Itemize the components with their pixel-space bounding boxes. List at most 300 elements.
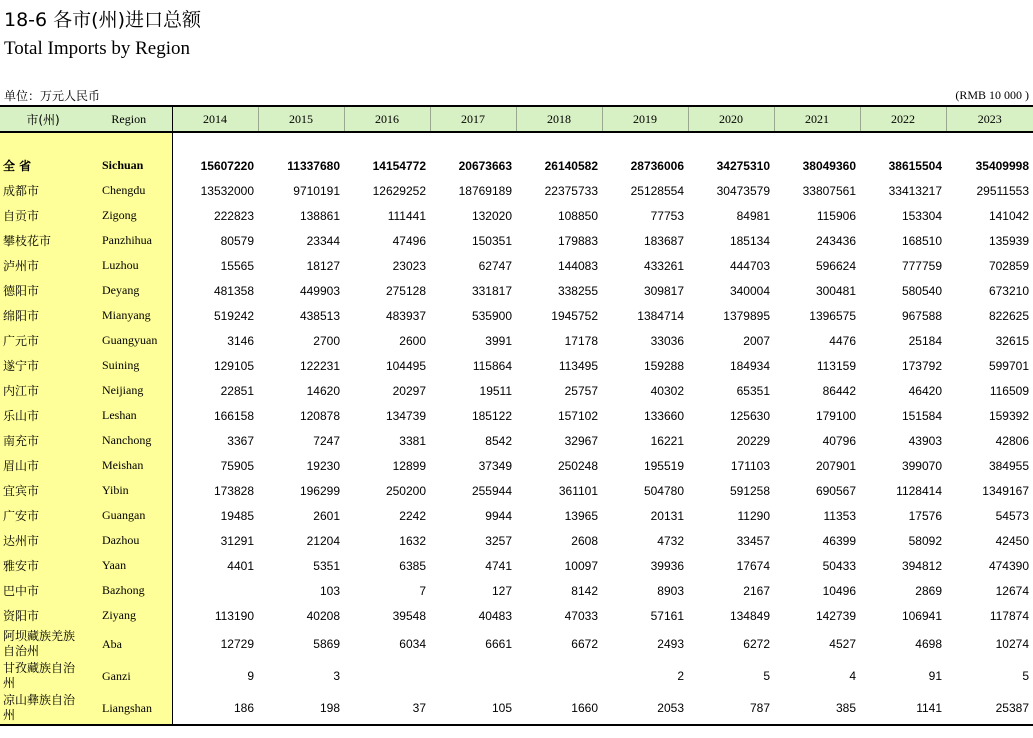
value-cell: 103 [319, 583, 340, 598]
region-name-english: Guangyuan [86, 328, 172, 353]
value-cell: 2700 [313, 333, 340, 348]
value-cell: 138861 [299, 208, 340, 223]
value-cell: 20229 [736, 433, 770, 448]
value-cell: 444703 [729, 258, 770, 273]
value-cell: 40796 [822, 433, 856, 448]
value-cell: 40208 [306, 608, 340, 623]
value-cell: 183687 [643, 233, 684, 248]
region-name-chinese: 泸州市 [0, 253, 86, 278]
value-cell: 8903 [657, 583, 684, 598]
table-row [0, 503, 1033, 528]
value-cell: 173828 [213, 483, 254, 498]
value-cell: 34275310 [716, 158, 770, 173]
value-cell: 37 [344, 692, 430, 725]
region-name-chinese: 眉山市 [0, 453, 86, 478]
value-cell: 300481 [815, 283, 856, 298]
value-cell: 31291 [220, 533, 254, 548]
value-cell: 535900 [471, 308, 512, 323]
table-title-chinese: 18-6 各市(州)进口总额 [4, 9, 201, 31]
value-cell: 132020 [471, 208, 512, 223]
value-cell: 75905 [220, 458, 254, 473]
value-cell: 46420 [908, 383, 942, 398]
region-name-english: Nanchong [86, 428, 172, 453]
value-cell: 1128414 [896, 483, 942, 498]
value-cell: 21204 [306, 533, 340, 548]
value-cell: 62747 [478, 258, 512, 273]
value-cell: 30473579 [716, 183, 770, 198]
value-cell: 33413217 [888, 183, 942, 198]
value-cell: 2601 [313, 508, 340, 523]
value-cell: 361101 [558, 483, 598, 498]
value-cell: 14154772 [372, 158, 426, 173]
table-row [0, 328, 1033, 353]
value-cell: 20673663 [458, 158, 512, 173]
table-row [0, 403, 1033, 428]
table-row [0, 228, 1033, 253]
header-year: 2017 [430, 106, 516, 132]
table-row [0, 428, 1033, 453]
value-cell: 438513 [299, 308, 340, 323]
value-cell: 173792 [901, 358, 942, 373]
value-cell: 9944 [485, 508, 512, 523]
table-row [0, 253, 1033, 278]
table-row [0, 603, 1033, 628]
region-name-chinese: 甘孜藏族自治州 [0, 660, 86, 692]
region-name-chinese: 全 省 [0, 153, 86, 178]
value-cell: 2 [677, 669, 684, 683]
value-cell: 19230 [306, 458, 340, 473]
value-cell: 207901 [815, 458, 856, 473]
value-cell: 12674 [995, 583, 1029, 598]
value-cell: 690567 [815, 483, 856, 498]
value-cell: 77753 [650, 208, 684, 223]
region-name-chinese: 德阳市 [0, 278, 86, 303]
value-cell: 23344 [306, 233, 340, 248]
value-cell: 474390 [988, 558, 1029, 573]
value-cell: 449903 [299, 283, 340, 298]
value-cell: 133660 [643, 408, 684, 423]
value-cell: 6034 [399, 637, 426, 651]
value-cell: 7 [419, 583, 426, 598]
value-cell: 115864 [472, 358, 512, 373]
value-cell: 166158 [213, 408, 254, 423]
value-cell: 12629252 [372, 183, 426, 198]
value-cell: 8142 [571, 583, 598, 598]
value-cell: 32615 [995, 333, 1029, 348]
value-cell: 186 [172, 692, 258, 725]
value-cell: 2167 [743, 583, 770, 598]
value-cell: 1141 [860, 692, 946, 725]
value-cell: 113190 [214, 608, 254, 623]
region-name-english: Deyang [86, 278, 172, 303]
value-cell: 12899 [392, 458, 426, 473]
value-cell: 483937 [385, 308, 426, 323]
value-cell: 17674 [736, 558, 770, 573]
value-cell: 184934 [729, 358, 770, 373]
value-cell: 122231 [299, 358, 340, 373]
value-cell [172, 578, 258, 603]
value-cell: 18127 [306, 258, 340, 273]
value-cell [430, 660, 516, 692]
value-cell: 1379895 [723, 308, 770, 323]
region-name-chinese: 遂宁市 [0, 353, 86, 378]
value-cell: 86442 [822, 383, 856, 398]
value-cell: 153304 [901, 208, 942, 223]
value-cell: 1945752 [551, 308, 598, 323]
value-cell: 8542 [485, 433, 512, 448]
value-cell: 1660 [516, 692, 602, 725]
value-cell: 4741 [485, 558, 512, 573]
value-cell: 113159 [816, 358, 856, 373]
region-name-chinese: 资阳市 [0, 603, 86, 628]
value-cell: 196299 [299, 483, 340, 498]
value-cell: 4698 [915, 637, 942, 651]
region-name-chinese: 自贡市 [0, 203, 86, 228]
value-cell: 2053 [602, 692, 688, 725]
value-cell: 11353 [823, 508, 856, 523]
value-cell: 399070 [901, 458, 942, 473]
value-cell: 2869 [915, 583, 942, 598]
value-cell: 157102 [557, 408, 598, 423]
region-name-chinese: 成都市 [0, 178, 86, 203]
value-cell: 38615504 [888, 158, 942, 173]
region-name-chinese: 广安市 [0, 503, 86, 528]
value-cell: 43903 [908, 433, 942, 448]
value-cell: 13532000 [200, 183, 254, 198]
table-row [0, 578, 1033, 603]
value-cell: 23023 [392, 258, 426, 273]
value-cell: 309817 [643, 283, 684, 298]
value-cell: 822625 [988, 308, 1029, 323]
value-cell: 18769189 [458, 183, 512, 198]
value-cell: 159288 [643, 358, 684, 373]
value-cell: 250200 [385, 483, 426, 498]
value-cell: 17576 [908, 508, 942, 523]
unit-label-chinese: 单位：万元人民币 [4, 89, 101, 103]
region-name-english: Sichuan [86, 153, 172, 178]
region-name-english: Yibin [86, 478, 172, 503]
value-cell: 65351 [736, 383, 770, 398]
header-year: 2018 [516, 106, 602, 132]
unit-label-english: (RMB 10 000 ) [955, 88, 1029, 102]
value-cell: 10097 [564, 558, 598, 573]
value-cell: 25757 [564, 383, 598, 398]
table-body [0, 132, 1033, 725]
value-cell: 32967 [564, 433, 598, 448]
value-cell: 338255 [557, 283, 598, 298]
region-name-english: Ziyang [86, 603, 172, 628]
region-name-chinese: 乐山市 [0, 403, 86, 428]
value-cell: 340004 [729, 283, 770, 298]
value-cell: 385 [774, 692, 860, 725]
value-cell: 16221 [650, 433, 684, 448]
region-name-chinese: 广元市 [0, 328, 86, 353]
value-cell: 1632 [399, 533, 426, 548]
value-cell: 108850 [557, 208, 598, 223]
value-cell: 384955 [988, 458, 1029, 473]
table-row [0, 278, 1033, 303]
region-name-chinese: 南充市 [0, 428, 86, 453]
region-name-english: Bazhong [86, 578, 172, 603]
region-name-chinese: 巴中市 [0, 578, 86, 603]
region-name-english: Meishan [86, 453, 172, 478]
value-cell: 57161 [650, 608, 684, 623]
header-year: 2015 [258, 106, 344, 132]
value-cell: 599701 [988, 358, 1029, 373]
value-cell: 144083 [557, 258, 598, 273]
value-cell: 185134 [729, 233, 770, 248]
value-cell: 39936 [650, 558, 684, 573]
header-year: 2014 [172, 106, 258, 132]
value-cell: 2007 [743, 333, 770, 348]
value-cell: 4476 [829, 333, 856, 348]
value-cell: 106941 [901, 608, 942, 623]
region-name-english: Aba [86, 628, 172, 660]
value-cell: 222823 [213, 208, 254, 223]
value-cell: 702859 [988, 258, 1029, 273]
table-row [0, 692, 1033, 725]
value-cell: 250248 [557, 458, 598, 473]
header-region: Region [86, 106, 172, 132]
value-cell: 19485 [220, 508, 254, 523]
value-cell: 591258 [729, 483, 770, 498]
value-cell: 113495 [558, 358, 598, 373]
value-cell: 9 [247, 669, 254, 683]
region-name-english: Ganzi [86, 660, 172, 692]
value-cell: 116509 [989, 383, 1029, 398]
value-cell: 120878 [299, 408, 340, 423]
value-cell: 3 [333, 669, 340, 683]
imports-table [0, 105, 1033, 726]
value-cell: 580540 [901, 283, 942, 298]
value-cell: 127 [491, 583, 512, 598]
value-cell: 142739 [815, 608, 856, 623]
value-cell: 115906 [816, 208, 856, 223]
total-row [0, 153, 1033, 178]
value-cell: 11337680 [287, 158, 340, 173]
value-cell: 787 [688, 692, 774, 725]
value-cell: 255944 [471, 483, 512, 498]
value-cell: 4 [849, 669, 856, 683]
header-year: 2022 [860, 106, 946, 132]
region-name-chinese: 绵阳市 [0, 303, 86, 328]
table-row [0, 353, 1033, 378]
value-cell: 15607220 [200, 158, 254, 173]
region-name-chinese: 阿坝藏族羌族自治州 [0, 628, 86, 660]
value-cell: 117874 [989, 608, 1029, 623]
value-cell: 39548 [392, 608, 426, 623]
value-cell: 596624 [815, 258, 856, 273]
value-cell: 5351 [313, 558, 340, 573]
table-row [0, 178, 1033, 203]
value-cell: 673210 [988, 283, 1029, 298]
value-cell: 2242 [399, 508, 426, 523]
value-cell: 33036 [650, 333, 684, 348]
value-cell: 3367 [227, 433, 254, 448]
value-cell: 777759 [901, 258, 942, 273]
region-name-english: Zigong [86, 203, 172, 228]
table-row [0, 378, 1033, 403]
region-name-chinese: 达州市 [0, 528, 86, 553]
value-cell: 331817 [471, 283, 512, 298]
value-cell: 28736006 [630, 158, 684, 173]
value-cell: 105 [430, 692, 516, 725]
value-cell: 54573 [995, 508, 1029, 523]
value-cell: 80579 [220, 233, 254, 248]
value-cell: 50433 [822, 558, 856, 573]
value-cell: 179883 [557, 233, 598, 248]
value-cell: 150351 [471, 233, 512, 248]
value-cell [344, 660, 430, 692]
table-row [0, 478, 1033, 503]
value-cell: 40302 [650, 383, 684, 398]
value-cell: 168510 [901, 233, 942, 248]
value-cell: 20131 [650, 508, 684, 523]
region-name-chinese: 攀枝花市 [0, 228, 86, 253]
value-cell: 3991 [485, 333, 512, 348]
value-cell: 25387 [946, 692, 1033, 725]
value-cell: 25128554 [630, 183, 684, 198]
value-cell: 1384714 [637, 308, 684, 323]
value-cell: 42806 [995, 433, 1029, 448]
value-cell: 47496 [392, 233, 426, 248]
value-cell: 33457 [736, 533, 770, 548]
value-cell: 91 [928, 669, 942, 683]
region-name-english: Dazhou [86, 528, 172, 553]
value-cell: 10496 [822, 583, 856, 598]
region-name-chinese: 宜宾市 [0, 478, 86, 503]
value-cell: 275128 [385, 283, 426, 298]
value-cell: 243436 [815, 233, 856, 248]
value-cell: 26140582 [544, 158, 598, 173]
value-cell: 46399 [822, 533, 856, 548]
value-cell: 5 [1022, 669, 1029, 683]
value-cell: 15565 [220, 258, 254, 273]
value-cell: 2493 [657, 637, 684, 651]
table-row [0, 303, 1033, 328]
value-cell: 33807561 [802, 183, 856, 198]
header-year: 2019 [602, 106, 688, 132]
table-row [0, 203, 1033, 228]
value-cell: 25184 [908, 333, 942, 348]
value-cell: 141042 [988, 208, 1029, 223]
value-cell: 125630 [729, 408, 770, 423]
value-cell: 519242 [213, 308, 254, 323]
value-cell: 504780 [643, 483, 684, 498]
table-row [0, 553, 1033, 578]
region-name-english: Guangan [86, 503, 172, 528]
value-cell: 14620 [306, 383, 340, 398]
value-cell: 5 [763, 669, 770, 683]
table-row [0, 660, 1033, 692]
region-name-english: Suining [86, 353, 172, 378]
value-cell: 3257 [485, 533, 512, 548]
region-name-english: Panzhihua [86, 228, 172, 253]
region-name-chinese: 雅安市 [0, 553, 86, 578]
value-cell: 135939 [988, 233, 1029, 248]
value-cell: 17178 [564, 333, 598, 348]
value-cell: 12729 [220, 637, 254, 651]
value-cell: 433261 [643, 258, 684, 273]
value-cell: 195519 [643, 458, 684, 473]
value-cell: 6272 [743, 637, 770, 651]
region-name-chinese: 内江市 [0, 378, 86, 403]
value-cell: 129105 [213, 358, 254, 373]
value-cell: 38049360 [802, 158, 856, 173]
value-cell: 2600 [399, 333, 426, 348]
header-row [0, 106, 1033, 132]
header-year: 2021 [774, 106, 860, 132]
header-year: 2016 [344, 106, 430, 132]
value-cell: 171103 [730, 458, 770, 473]
value-cell: 47033 [564, 608, 598, 623]
value-cell: 4401 [227, 558, 254, 573]
table-row [0, 528, 1033, 553]
value-cell: 481358 [213, 283, 254, 298]
value-cell: 9710191 [293, 183, 340, 198]
value-cell: 104495 [385, 358, 426, 373]
header-year: 2023 [946, 106, 1033, 132]
value-cell: 10274 [995, 637, 1029, 651]
value-cell: 13965 [564, 508, 598, 523]
value-cell: 7247 [313, 433, 340, 448]
region-name-english: Yaan [86, 553, 172, 578]
region-name-english: Mianyang [86, 303, 172, 328]
spacer-row [0, 132, 1033, 153]
value-cell: 42450 [995, 533, 1029, 548]
value-cell: 11290 [737, 508, 770, 523]
value-cell: 3146 [227, 333, 254, 348]
value-cell: 134739 [385, 408, 426, 423]
value-cell: 111441 [387, 208, 426, 223]
value-cell: 2608 [571, 533, 598, 548]
value-cell: 185122 [471, 408, 512, 423]
value-cell: 1349167 [982, 483, 1029, 498]
header-city: 市(州) [0, 106, 86, 132]
value-cell: 35409998 [975, 158, 1029, 173]
value-cell: 1396575 [809, 308, 856, 323]
value-cell: 134849 [729, 608, 770, 623]
value-cell: 198 [258, 692, 344, 725]
value-cell: 22851 [220, 383, 254, 398]
region-name-english: Chengdu [86, 178, 172, 203]
value-cell: 29511553 [976, 183, 1029, 198]
value-cell: 179100 [815, 408, 856, 423]
value-cell: 3381 [399, 433, 426, 448]
value-cell: 4527 [829, 637, 856, 651]
value-cell: 40483 [478, 608, 512, 623]
region-name-english: Leshan [86, 403, 172, 428]
value-cell: 22375733 [544, 183, 598, 198]
value-cell: 6672 [571, 637, 598, 651]
value-cell: 394812 [901, 558, 942, 573]
value-cell: 151584 [901, 408, 942, 423]
value-cell: 19511 [479, 383, 512, 398]
value-cell: 37349 [478, 458, 512, 473]
table-row [0, 628, 1033, 660]
value-cell: 58092 [908, 533, 942, 548]
region-name-english: Luzhou [86, 253, 172, 278]
region-name-english: Neijiang [86, 378, 172, 403]
value-cell: 6661 [485, 637, 512, 651]
value-cell: 159392 [988, 408, 1029, 423]
value-cell [516, 660, 602, 692]
table-title-english: Total Imports by Region [4, 38, 191, 59]
value-cell: 967588 [901, 308, 942, 323]
header-year: 2020 [688, 106, 774, 132]
value-cell: 6385 [399, 558, 426, 573]
region-name-chinese: 凉山彝族自治州 [0, 692, 86, 725]
